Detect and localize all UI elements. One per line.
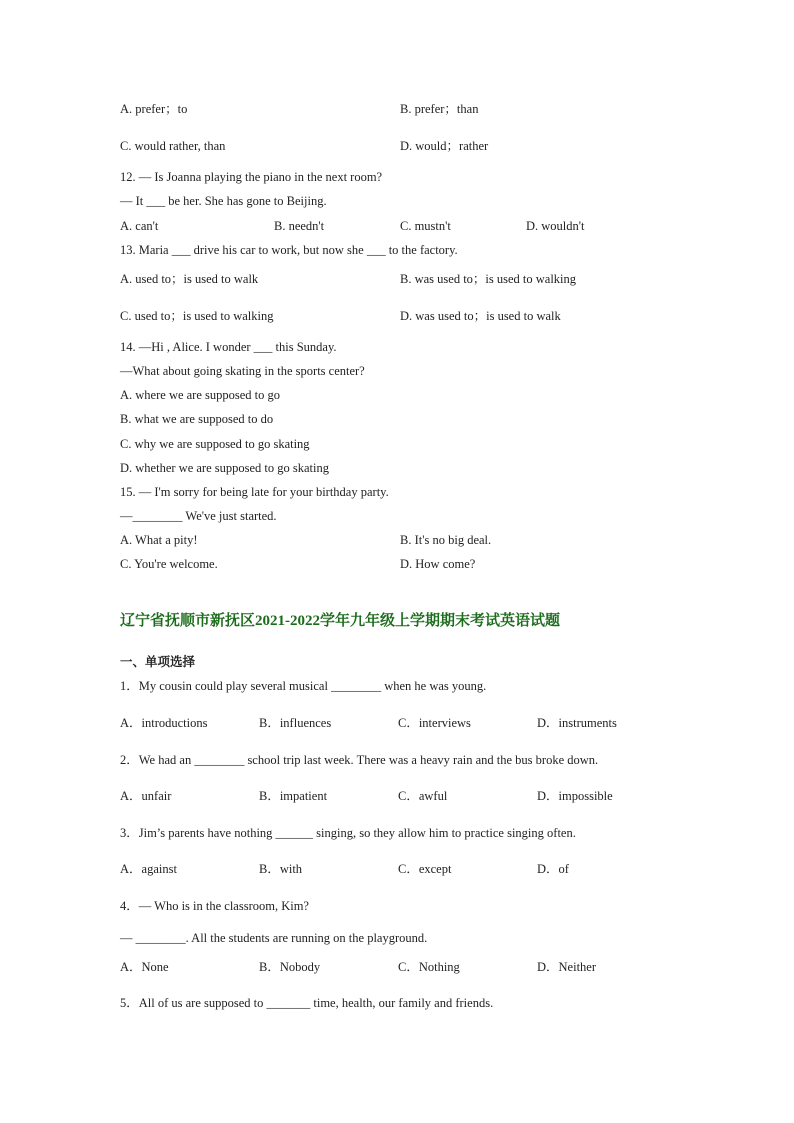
q1-option-c: C．interviews: [398, 716, 471, 730]
q14-stem: 14. —Hi , Alice. I wonder ___ this Sunday.: [120, 340, 337, 354]
q13-stem: 13. Maria ___ drive his car to work, but now she ___ to the factory.: [120, 243, 458, 257]
q4-option-d: D．Neither: [537, 960, 597, 974]
q1-stem: 1．My cousin could play several musical ________ when he was young.: [120, 679, 487, 693]
q4-option-a: A．None: [120, 960, 169, 974]
q14-option-c: C. why we are supposed to go skating: [120, 437, 310, 451]
section-heading: 一、单项选择: [120, 654, 196, 669]
q13-option-a: A. used to；is used to walk: [120, 272, 259, 286]
q2-option-c: C．awful: [398, 789, 448, 803]
q11-option-d: D. would；rather: [400, 139, 489, 153]
q1-option-d: D．instruments: [537, 716, 617, 730]
q15-option-b: B. It's no big deal.: [400, 533, 492, 547]
q11-option-b: B. prefer；than: [400, 102, 479, 116]
exam-title-suffix: 学年九年级上学期期末考试英语试题: [320, 611, 561, 629]
q14-option-d: D. whether we are supposed to go skating: [120, 461, 329, 475]
q15-option-a: A. What a pity!: [120, 533, 198, 547]
q3-option-c: C．except: [398, 862, 452, 876]
q12-stem: 12. — Is Joanna playing the piano in the next room?: [120, 170, 383, 184]
exam-title: [120, 610, 560, 631]
q12-dialogue-line: — It ___ be her. She has gone to Beijing.: [120, 194, 327, 208]
exam-title-year: 2021-2022: [255, 613, 321, 629]
q3-option-d: D．of: [537, 862, 569, 876]
q4-option-b: B．Nobody: [259, 960, 321, 974]
q2-option-a: A．unfair: [120, 789, 172, 803]
q15-option-c: C. You're welcome.: [120, 557, 218, 571]
q3-option-b: B．with: [259, 862, 303, 876]
q13-option-d: D. was used to；is used to walk: [400, 309, 561, 323]
q14-dialogue-line: —What about going skating in the sports center?: [120, 364, 365, 378]
q4-dialogue-line: — ________. All the students are running on the playground.: [120, 931, 428, 945]
q5-stem: 5．All of us are supposed to _______ time, health, our family and friends.: [120, 996, 494, 1010]
q12-option-b: B. needn't: [274, 219, 325, 233]
q13-option-c: C. used to；is used to walking: [120, 309, 274, 323]
q12-option-a: A. can't: [120, 219, 159, 233]
q3-option-a: A．against: [120, 862, 177, 876]
q12-option-d: D. wouldn't: [526, 219, 585, 233]
q2-option-b: B．impatient: [259, 789, 328, 803]
q14-option-a: A. where we are supposed to go: [120, 388, 281, 402]
q4-option-c: C．Nothing: [398, 960, 460, 974]
q15-dialogue-line: —________ We've just started.: [120, 509, 277, 523]
q4-stem: 4．— Who is in the classroom, Kim?: [120, 899, 309, 913]
q11-option-c: C. would rather, than: [120, 139, 226, 153]
q13-option-b: B. was used to；is used to walking: [400, 272, 577, 286]
q12-option-c: C. mustn't: [400, 219, 451, 233]
q2-option-d: D．impossible: [537, 789, 613, 803]
q14-option-b: B. what we are supposed to do: [120, 412, 274, 426]
q2-stem: 2．We had an ________ school trip last week. There was a heavy rain and the bus broke down.: [120, 753, 599, 767]
q1-option-a: A．introductions: [120, 716, 208, 730]
exam-title-region: 辽宁省抚顺市新抚区: [120, 611, 256, 629]
q1-option-b: B．influences: [259, 716, 332, 730]
q3-stem: 3．Jim’s parents have nothing ______ singing, so they allow him to practice singing often.: [120, 826, 576, 840]
q15-option-d: D. How come?: [400, 557, 476, 571]
q11-option-a: A. prefer；to: [120, 102, 188, 116]
q15-stem: 15. — I'm sorry for being late for your birthday party.: [120, 485, 389, 499]
